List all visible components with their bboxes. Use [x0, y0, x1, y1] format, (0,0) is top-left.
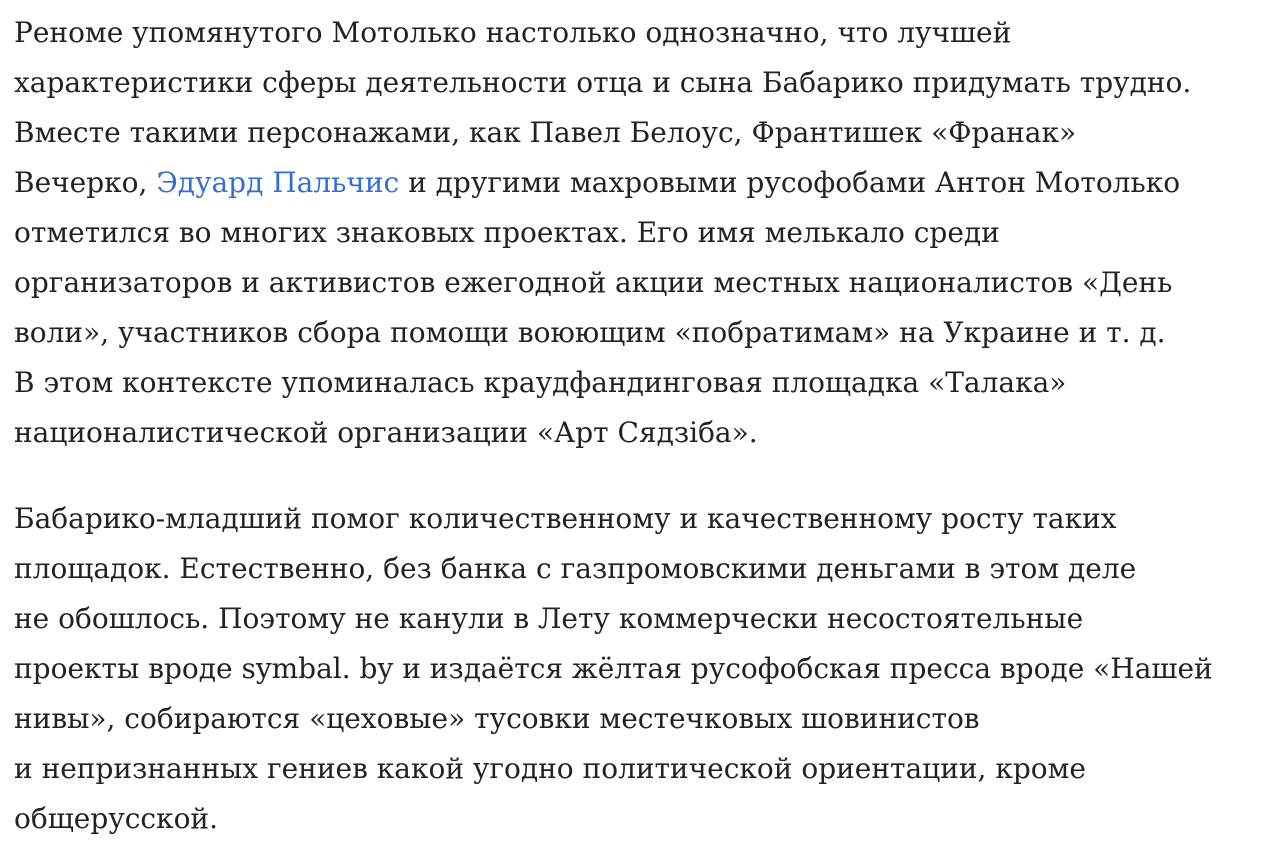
text-line: Вместе такими персонажами, как Павел Белоус, Франтишек «Франак»	[14, 116, 1077, 149]
text-line: националистической организации «Арт Сядзіба».	[14, 416, 758, 449]
text-line: отметился во многих знаковых проектах. Его имя мелькало среди	[14, 216, 1000, 249]
text-line: общерусской.	[14, 802, 218, 835]
text-line: Реноме упомянутого Мотолько настолько однозначно, что лучшей	[14, 16, 1012, 49]
text-line: нивы», собираются «цеховые» тусовки местечковых шовинистов	[14, 702, 980, 735]
text-line: не обошлось. Поэтому не канули в Лету коммерчески несостоятельные	[14, 602, 1084, 635]
text-fragment: Вечерко,	[14, 166, 157, 199]
text-line: В этом контексте упоминалась краудфандинговая площадка «Талака»	[14, 366, 1067, 399]
text-line: и непризнанных гениев какой угодно политической ориентации, кроме	[14, 752, 1086, 785]
text-line-with-link	[14, 158, 1254, 208]
text-fragment: и другими махровыми русофобами Антон Мотолько	[399, 166, 1181, 199]
paragraph-spacer	[14, 458, 1254, 494]
person-link-eduard-palchis[interactable]: Эдуард Пальчис	[156, 166, 400, 199]
text-line: площадок. Естественно, без банка с газпромовскими деньгами в этом деле	[14, 552, 1137, 585]
text-line: Бабарико-младший помог количественному и качественному росту таких	[14, 502, 1117, 535]
paragraph-2	[14, 494, 1254, 844]
article-body	[14, 8, 1254, 844]
paragraph-1	[14, 8, 1254, 458]
text-line: воли», участников сбора помощи воюющим «побратимам» на Украине и т. д.	[14, 316, 1166, 349]
text-line: проекты вроде symbal. by и издаётся жёлтая русофобская пресса вроде «Нашей	[14, 652, 1213, 685]
text-line: организаторов и активистов ежегодной акции местных националистов «День	[14, 266, 1173, 299]
text-line: характеристики сферы деятельности отца и сына Бабарико придумать трудно.	[14, 66, 1192, 99]
